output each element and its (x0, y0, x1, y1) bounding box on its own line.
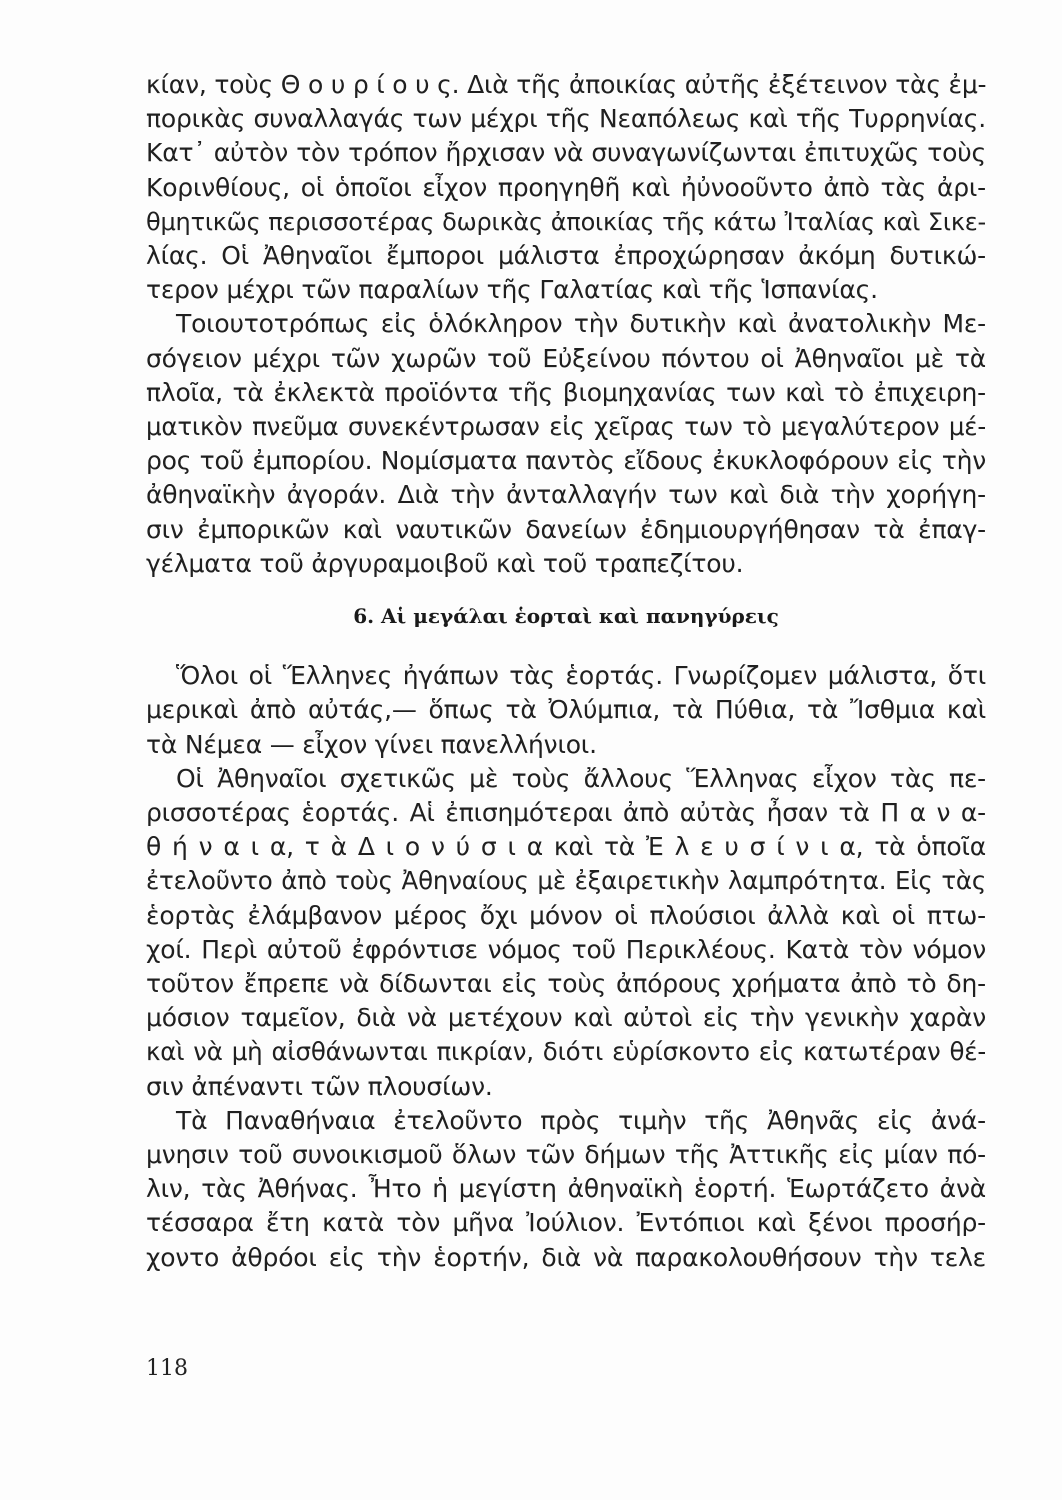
paragraph-4-line-1: Οἱ Ἀθηναῖοι σχετικῶς μὲ τοὺς ἄλλους Ἕλληνας εἶχον τὰς πε- (176, 763, 986, 793)
paragraph-2-line-7: σιν ἐμπορικῶν καὶ ναυτικῶν δανείων ἐδημιουργήθησαν τὰ ἐπαγ- (146, 514, 986, 544)
paragraph-4-line-4: ἐτελοῦντο ἀπὸ τοὺς Ἀθηναίους μὲ ἐξαιρετικὴν λαμπρότητα. Εἰς τὰς (146, 866, 986, 896)
paragraph-3-line-3: τὰ Νέμεα — εἶχον γίνει πανελλήνιοι. (146, 729, 597, 759)
paragraph-1-line-7: τερον μέχρι τῶν παραλίων τῆς Γαλατίας καὶ τῆς Ἱσπανίας. (146, 275, 878, 305)
paragraph-5-line-2: μνησιν τοῦ συνοικισμοῦ ὅλων τῶν δήμων τῆς Ἀττικῆς εἰς μίαν πό- (146, 1140, 986, 1169)
paragraph-1-line-2: πορικὰς συναλλαγάς των μέχρι τῆς Νεαπόλεως καὶ τῆς Τυρρηνίας. (146, 104, 986, 134)
paragraph-4-line-3: θ ή ν α ι α, τ ὰ Δ ι ο ν ύ σ ι α καὶ τὰ Ἐ λ ε υ σ ί ν ι α, τὰ ὁποῖα (146, 832, 986, 862)
paragraph-1-line-4: Κορινθίους, οἱ ὁποῖοι εἶχον προηγηθῆ καὶ ἠὐνοοῦντο ἀπὸ τὰς ἀρι- (146, 172, 986, 202)
paragraph-1-line-3: Κατ᾽ αὐτὸν τὸν τρόπον ἤρχισαν νὰ συναγωνίζωνται ἐπιτυχῶς τοὺς (146, 138, 986, 168)
paragraph-2-line-1: Τοιουτοτρόπως εἰς ὁλόκληρον τὴν δυτικὴν καὶ ἀνατολικὴν Με- (176, 309, 986, 339)
paragraph-1-line-5: θμητικῶς περισσοτέρας δωρικὰς ἀποικίας τῆς κάτω Ἰταλίας καὶ Σικε- (146, 207, 986, 236)
paragraph-1-line-1: κίαν, τοὺς Θ ο υ ρ ί ο υ ς. Διὰ τῆς ἀποικίας αὐτῆς ἐξέτεινον τὰς ἐμ- (146, 70, 987, 99)
paragraph-4-line-10: σιν ἀπέναντι τῶν πλουσίων. (146, 1071, 493, 1101)
paragraph-1-line-6: λίας. Οἱ Ἀθηναῖοι ἔμποροι μάλιστα ἐπροχώρησαν ἀκόμη δυτικώ- (146, 241, 986, 270)
section-heading: 6. Αἱ μεγάλαι ἑορταὶ καὶ πανηγύρεις (353, 604, 779, 628)
paragraph-4-line-2: ρισσοτέρας ἑορτάς. Αἱ ἐπισημότεραι ἀπὸ αὐτὰς ἦσαν τὰ Π α ν α- (146, 798, 986, 827)
paragraph-4-line-9: καὶ νὰ μὴ αἰσθάνωνται πικρίαν, διότι εὑρίσκοντο εἰς κατωτέραν θέ- (146, 1037, 986, 1067)
page-number: 118 (146, 1356, 188, 1381)
paragraph-2-line-5: ρος τοῦ ἐμπορίου. Νομίσματα παντὸς εἴδους ἐκυκλοφόρουν εἰς τὴν (146, 446, 986, 476)
paragraph-4-line-7: τοῦτον ἔπρεπε νὰ δίδωνται εἰς τοὺς ἀπόρους χρήματα ἀπὸ τὸ δη- (146, 969, 986, 998)
paragraph-5-line-4: τέσσαρα ἔτη κατὰ τὸν μῆνα Ἰούλιον. Ἐντόπιοι καὶ ξένοι προσήρ- (146, 1208, 986, 1238)
paragraph-2-line-2: σόγειον μέχρι τῶν χωρῶν τοῦ Εὐξείνου πόντου οἱ Ἀθηναῖοι μὲ τὰ (146, 343, 986, 373)
paragraph-5-line-3: λιν, τὰς Ἀθήνας. Ἦτο ἡ μεγίστη ἀθηναϊκὴ ἑορτή. Ἑωρτάζετο ἀνὰ (146, 1174, 986, 1204)
paragraph-4-line-8: μόσιον ταμεῖον, διὰ νὰ μετέχουν καὶ αὐτοὶ εἰς τὴν γενικὴν χαρὰν (146, 1003, 986, 1033)
paragraph-2-line-4: ματικὸν πνεῦμα συνεκέντρωσαν εἰς χεῖρας των τὸ μεγαλύτερον μέ- (146, 412, 986, 441)
paragraph-5-line-5: χοντο ἀθρόοι εἰς τὴν ἑορτήν, διὰ νὰ παρακολουθήσουν τὴν τελε (146, 1242, 986, 1272)
paragraph-4-line-5: ἑορτὰς ἐλάμβανον μέρος ὄχι μόνον οἱ πλούσιοι ἀλλὰ καὶ οἱ πτω- (146, 900, 986, 930)
paragraph-2-line-8: γέλματα τοῦ ἀργυραμοιβοῦ καὶ τοῦ τραπεζίτου. (146, 548, 744, 578)
paragraph-2-line-3: πλοῖα, τὰ ἐκλεκτὰ προϊόντα τῆς βιομηχανίας των καὶ τὸ ἐπιχειρη- (146, 377, 986, 407)
paragraph-2-line-6: ἀθηναϊκὴν ἀγοράν. Διὰ τὴν ἀνταλλαγήν των καὶ διὰ τὴν χορήγη- (146, 480, 986, 510)
paragraph-3-line-2: μερικαὶ ἀπὸ αὐτάς,— ὅπως τὰ Ὀλύμπια, τὰ Πύθια, τὰ Ἴσθμια καὶ (146, 695, 986, 725)
paragraph-4-line-6: χοί. Περὶ αὐτοῦ ἐφρόντισε νόμος τοῦ Περικλέους. Κατὰ τὸν νόμον (146, 934, 986, 964)
paragraph-5-line-1: Τὰ Παναθήναια ἐτελοῦντο πρὸς τιμὴν τῆς Ἀθηνᾶς εἰς ἀνά- (176, 1105, 986, 1135)
paragraph-3-line-1: Ὅλοι οἱ Ἕλληνες ἠγάπων τὰς ἑορτάς. Γνωρίζομεν μάλιστα, ὅτι (176, 661, 986, 691)
